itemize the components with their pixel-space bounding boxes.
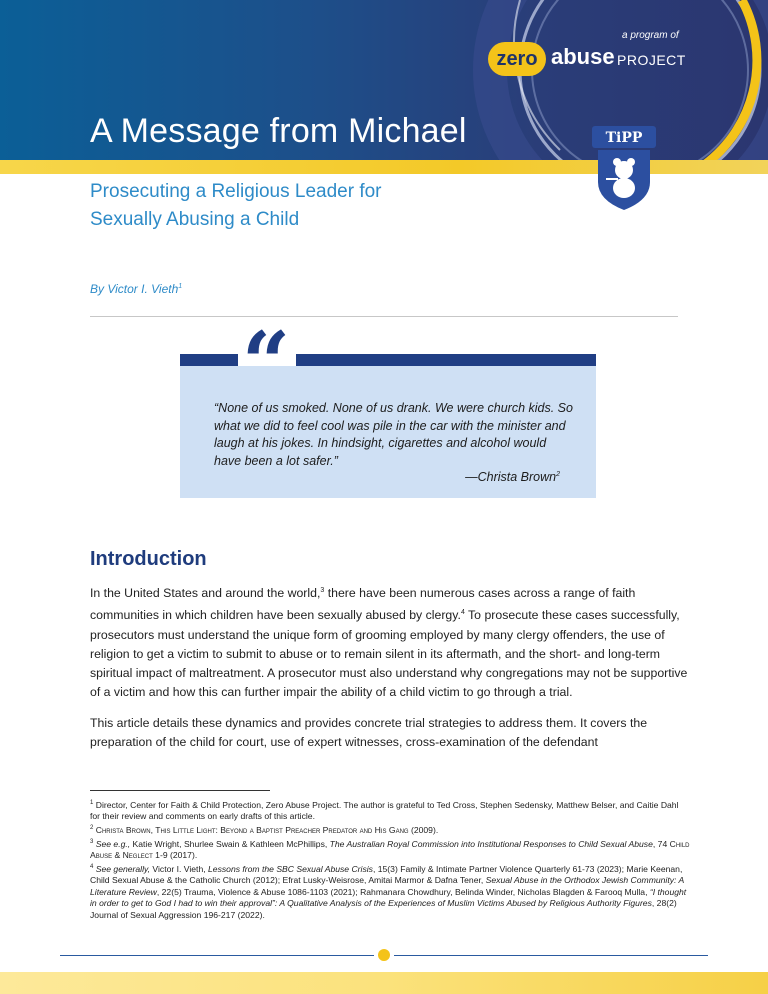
footnote-2-text: Christa Brown, This Little Light: Beyond a Baptist Preacher Predator and His Gang (2009). xyxy=(93,824,439,835)
intro-paragraph-2: This article details these dynamics and provides concrete trial strategies to address them. It covers the preparation of the child for court, use of expert witnesses, cross-examination of the defendant xyxy=(90,716,648,750)
quote-attribution-text: —Christa Brown xyxy=(465,470,557,484)
footer-line-left xyxy=(60,955,374,956)
footnote-4-title-1: Lessons from the SBC Sexual Abuse Crisis xyxy=(205,863,373,874)
footnote-1-num: 1 xyxy=(90,800,94,806)
logo-abuse: abuse xyxy=(551,44,615,69)
byline-ref[interactable]: 1 xyxy=(178,283,183,290)
subtitle-line-2: Sexually Abusing a Child xyxy=(90,209,300,230)
footnote-4-part-d: , 22(5) Trauma, Violence & Abuse 1086-1103 (2021); Rahmanara Chowdhury, Belinda Winder, Nicholas Blagden & Farooq Mulla, xyxy=(156,886,648,897)
logo-project: PROJECT xyxy=(617,52,686,68)
byline-text: By Victor I. Vieth xyxy=(90,282,179,296)
footer-line-right xyxy=(394,955,708,956)
subtitle-line-1: Prosecuting a Religious Leader for xyxy=(90,181,382,202)
footnote-4 xyxy=(90,862,690,922)
footnote-3-num: 3 xyxy=(90,838,94,845)
footer-dot xyxy=(378,949,390,961)
logo-zero: zero xyxy=(488,42,546,76)
footnote-3-signal: See e.g., xyxy=(93,838,131,849)
footnote-3 xyxy=(90,837,690,862)
byline xyxy=(90,282,182,296)
subtitle xyxy=(90,178,382,234)
program-label: a program of xyxy=(622,30,679,41)
intro-p1-part-c: To prosecute these cases successfully, prosecutors must understand the unique form of grooming employed by many clergy offenders, the use of religion to get a victim to submit to abuse or to remain silent in its aftermath, and the short- and long-term spiritual impact of maltreatment. A prosecutor must also understand why congregations may not be supportive of a victim and how this can further impair the ability of a child victim to go through a trial. xyxy=(90,608,688,700)
tipp-badge-text: TiPP xyxy=(605,130,643,146)
footnotes xyxy=(90,798,690,921)
footnote-4-title-3: “I thought in order to get to God I had to win their approval”: A Qualitative Analysis of the Experiences of Muslim Victims Abused by Religious Authority Figures xyxy=(90,886,687,909)
intro-p1-ref-b[interactable]: 4 xyxy=(460,609,465,617)
footnote-4-title-2: Sexual Abuse in the Orthodox Jewish Community: A Literature Review xyxy=(90,875,684,897)
quote-mark-glyph: “ xyxy=(241,328,291,388)
footnote-4-author: Victor I. Vieth, xyxy=(150,863,206,874)
footnote-2-num: 2 xyxy=(90,825,94,832)
footnote-1 xyxy=(90,798,690,823)
footnote-1-text: Director, Center for Faith & Child Protection, Zero Abuse Project. The author is grateful to Ted Cross, Stephen Sedensky, Matthew Belser, and Caitie Dahl for their review and comments on early drafts of this article. xyxy=(90,799,679,822)
quote-text: “None of us smoked. None of us drank. We were church kids. So what we did to feel cool was pile in the car with the minister and laugh at his jokes. In hindsight, cigarettes and alcohol would have been a lot safer.” xyxy=(214,401,573,468)
footnote-4-signal: See generally, xyxy=(93,863,151,874)
quote-mark-icon xyxy=(238,328,294,388)
quote-bar-left xyxy=(180,354,238,366)
footnote-3-title: The Australian Royal Commission into Institutional Responses to Child Sexual Abuse xyxy=(327,838,653,849)
footnote-2 xyxy=(90,823,690,836)
section-heading-introduction: Introduction xyxy=(90,548,207,570)
divider xyxy=(90,316,678,317)
intro-paragraph-1 xyxy=(90,581,690,702)
footnote-4-num: 4 xyxy=(90,863,94,870)
quote-attribution-ref[interactable]: 2 xyxy=(556,470,560,478)
footnote-rule xyxy=(90,790,270,791)
page-title: A Message from Michael xyxy=(90,112,467,150)
footnote-4-part-c: , 15(3) Family & Intimate Partner Violence Quarterly 61-73 (2023); Marie Keenan, Child Sexual Abuse & the Catholic Church (2012); Efrat Lusky-Weisrose, Amitai Marmor & Dafna Tener, xyxy=(90,863,683,885)
quote-bar-right xyxy=(296,354,596,366)
footnote-3-source: , 74 Child Abuse & Neglect 1-9 (2017). xyxy=(90,838,690,860)
quote-attribution xyxy=(440,470,560,484)
footnote-3-authors: Katie Wright, Shurlee Swain & Kathleen McPhillips, xyxy=(130,838,328,849)
footnote-4-part-e: , 28(2) Journal of Sexual Aggression 196-217 (2022). xyxy=(90,898,677,920)
intro-p1-part-b: there have been numerous cases across a range of faith communities in which children have been sexually abused by clergy. xyxy=(90,586,636,623)
intro-p1-part-a: In the United States and around the world, xyxy=(90,586,321,601)
tipp-badge-icon xyxy=(592,126,656,212)
intro-p1-ref-a[interactable]: 3 xyxy=(320,587,325,594)
footer-yellow-band xyxy=(0,972,768,994)
